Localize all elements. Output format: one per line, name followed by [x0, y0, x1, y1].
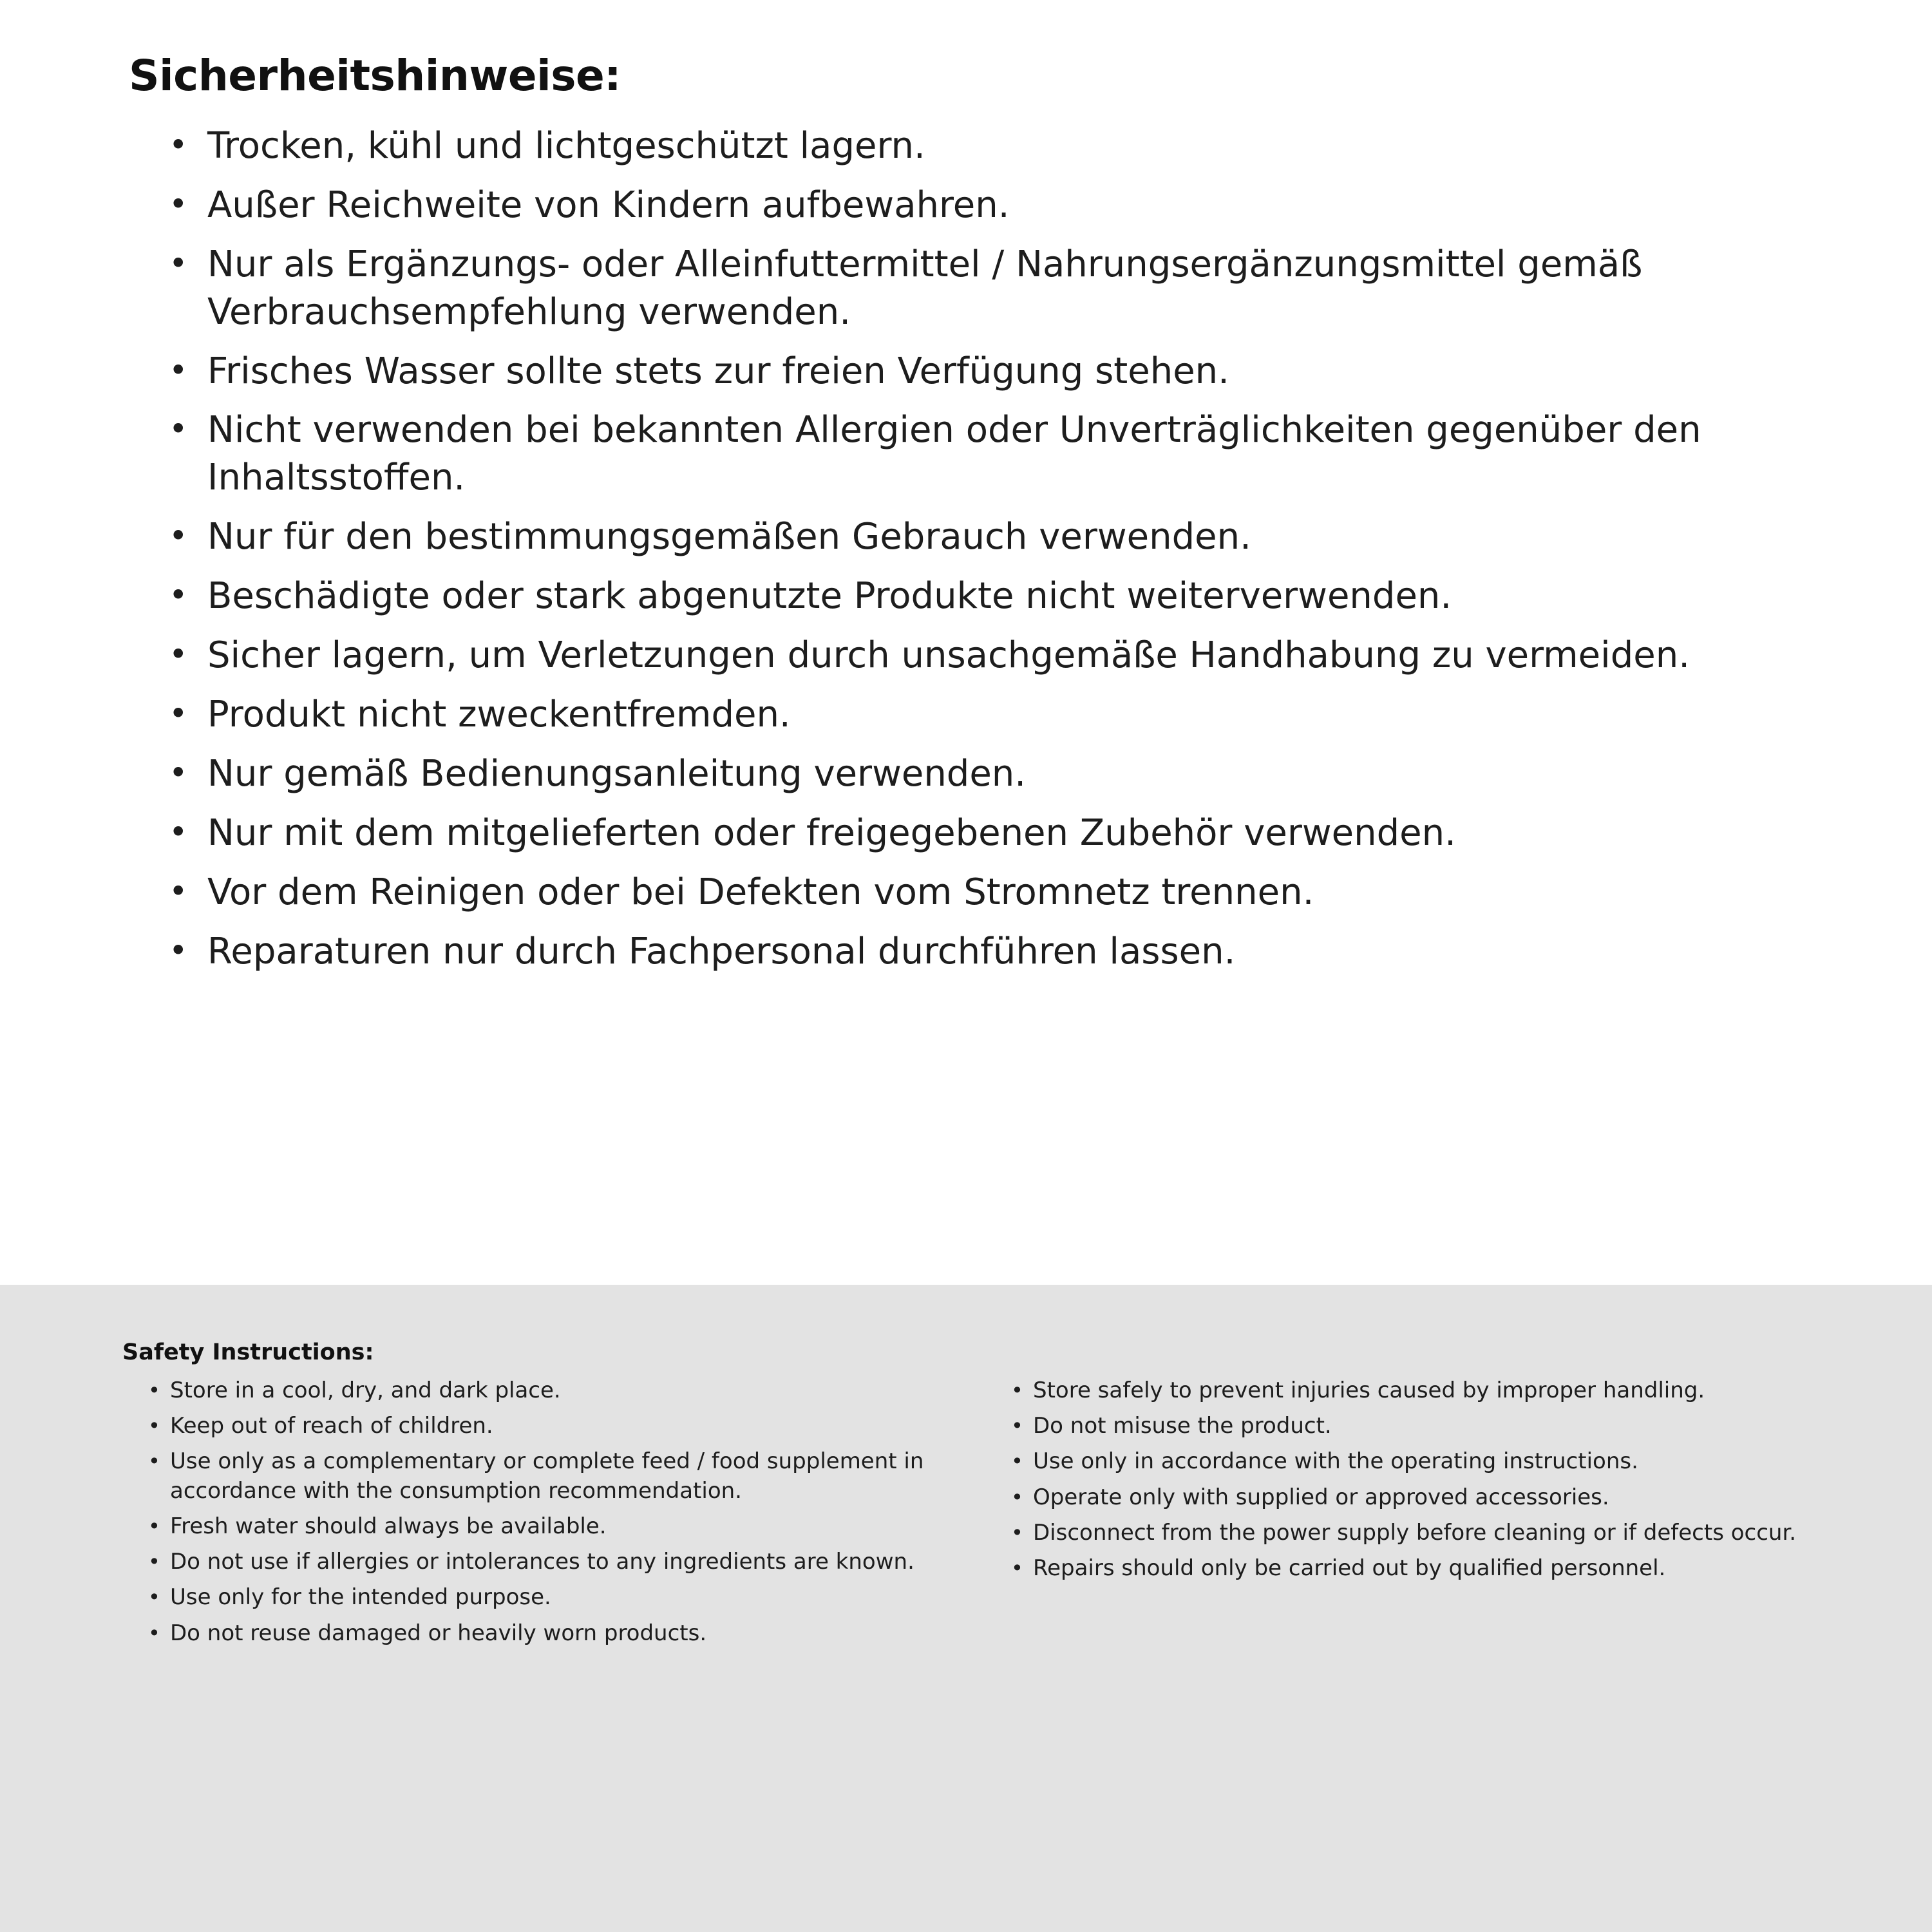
bullet-icon: • [1011, 1556, 1023, 1581]
list-item [1011, 1554, 1835, 1583]
english-safety-section [0, 1285, 1932, 1932]
bullet-icon: • [169, 126, 188, 164]
list-item-text: Nur gemäß Bedienungsanleitung verwenden. [207, 752, 1027, 795]
list-item-text: Nur mit dem mitgelieferten oder freigegebenen Zubehör verwenden. [207, 811, 1456, 854]
list-item [1011, 1519, 1835, 1548]
list-item [169, 810, 1861, 857]
bullet-icon: • [169, 351, 188, 389]
list-item [1011, 1412, 1835, 1441]
bullet-icon: • [169, 813, 188, 851]
list-item-text: Nicht verwenden bei bekannten Allergien oder Unverträglichkeiten gegenüber den Inhaltsstoffen. [207, 409, 1701, 499]
list-item-text: Repairs should only be carried out by qualified personnel. [1033, 1555, 1666, 1582]
bullet-icon: • [1011, 1484, 1023, 1510]
list-item [148, 1619, 947, 1648]
list-item [169, 691, 1861, 739]
bullet-icon: • [169, 185, 188, 223]
bullet-icon: • [169, 931, 188, 969]
list-item [148, 1412, 947, 1441]
bullet-icon: • [169, 753, 188, 791]
list-item-text: Keep out of reach of children. [170, 1413, 493, 1439]
list-item [169, 406, 1861, 502]
list-item-text: Beschädigte oder stark abgenutzte Produkte nicht weiterverwenden. [207, 575, 1452, 618]
list-item-text: Trocken, kühl und lichtgeschützt lagern. [207, 124, 925, 167]
bullet-icon: • [169, 636, 188, 674]
list-item-text: Nur als Ergänzungs- oder Alleinfuttermittel / Nahrungsergänzungsmittel gemäß Verbrauchsempfehlung verwenden. [207, 243, 1643, 333]
english-safety-list-right [1011, 1376, 1835, 1583]
bullet-icon: • [1011, 1414, 1023, 1439]
list-item [169, 182, 1861, 229]
list-item [169, 122, 1861, 170]
bullet-icon: • [169, 410, 188, 448]
list-item-text: Do not misuse the product. [1033, 1413, 1332, 1439]
bullet-icon: • [169, 244, 188, 282]
list-item-text: Do not reuse damaged or heavily worn products. [170, 1620, 707, 1646]
list-item-text: Use only as a complementary or complete feed / food supplement in accordance with the consumption recommendation. [170, 1448, 924, 1504]
german-safety-list [129, 122, 1861, 976]
list-item-text: Disconnect from the power supply before cleaning or if defects occur. [1033, 1519, 1797, 1546]
english-column-left [122, 1376, 947, 1654]
english-safety-list-left [122, 1376, 947, 1648]
english-section-title: Safety Instructions: [122, 1340, 374, 1365]
list-item [169, 573, 1861, 620]
list-item-text: Fresh water should always be available. [170, 1513, 607, 1539]
bullet-icon: • [148, 1414, 160, 1439]
list-item-text: Sicher lagern, um Verletzungen durch unsachgemäße Handhabung zu vermeiden. [207, 634, 1690, 677]
list-item-text: Produkt nicht zweckentfremden. [207, 693, 791, 735]
bullet-icon: • [1011, 1449, 1023, 1474]
page-title: Sicherheitshinweise: [129, 51, 621, 100]
bullet-icon: • [148, 1449, 160, 1474]
list-item [169, 928, 1861, 976]
list-item [1011, 1376, 1835, 1405]
bullet-icon: • [1011, 1520, 1023, 1545]
list-item-text: Nur für den bestimmungsgemäßen Gebrauch verwenden. [207, 516, 1251, 558]
list-item [169, 869, 1861, 916]
list-item-text: Do not use if allergies or intolerances to any ingredients are known. [170, 1549, 914, 1575]
list-item-text: Store in a cool, dry, and dark place. [170, 1378, 561, 1403]
list-item-text: Use only for the intended purpose. [170, 1584, 551, 1611]
bullet-icon: • [148, 1585, 160, 1610]
list-item-text: Frisches Wasser sollte stets zur freien Verfügung stehen. [207, 350, 1229, 392]
list-item-text: Außer Reichweite von Kindern aufbewahren. [207, 184, 1010, 226]
bullet-icon: • [148, 1549, 160, 1575]
bullet-icon: • [148, 1378, 160, 1403]
list-item-text: Reparaturen nur durch Fachpersonal durchführen lassen. [207, 930, 1236, 972]
list-item [169, 241, 1861, 336]
bullet-icon: • [148, 1513, 160, 1539]
list-item-text: Store safely to prevent injuries caused by improper handling. [1033, 1378, 1705, 1403]
list-item [148, 1447, 947, 1505]
list-item [169, 348, 1861, 395]
list-item [169, 632, 1861, 679]
english-safety-columns [122, 1376, 1861, 1654]
bullet-icon: • [1011, 1378, 1023, 1403]
bullet-icon: • [169, 694, 188, 732]
list-item [148, 1548, 947, 1577]
list-item [1011, 1447, 1835, 1476]
list-item [169, 513, 1861, 561]
bullet-icon: • [169, 576, 188, 614]
list-item [169, 750, 1861, 798]
bullet-icon: • [148, 1620, 160, 1645]
list-item-text: Vor dem Reinigen oder bei Defekten vom Stromnetz trennen. [207, 871, 1314, 913]
english-column-right [1011, 1376, 1835, 1589]
bullet-icon: • [169, 872, 188, 910]
list-item [1011, 1483, 1835, 1512]
list-item-text: Use only in accordance with the operating instructions. [1033, 1448, 1638, 1475]
list-item [148, 1512, 947, 1541]
list-item-text: Operate only with supplied or approved accessories. [1033, 1484, 1609, 1510]
list-item [148, 1583, 947, 1612]
bullet-icon: • [169, 517, 188, 555]
list-item [148, 1376, 947, 1405]
